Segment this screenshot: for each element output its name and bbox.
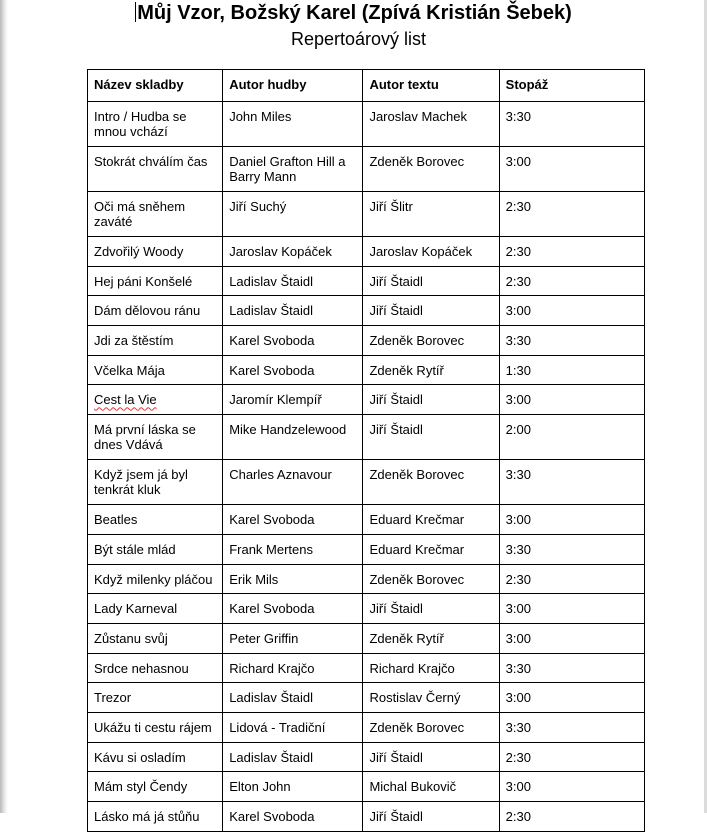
cell-lyrics-author: Zdeněk Borovec bbox=[363, 712, 499, 742]
cell-lyrics-author: Jiří Štaidl bbox=[363, 742, 499, 772]
page-left-edge-shadow bbox=[0, 0, 8, 813]
cell-duration: 3:30 bbox=[499, 460, 644, 505]
table-row bbox=[88, 742, 645, 772]
cell-duration: 2:30 bbox=[499, 237, 644, 267]
cell-song-name: Dám dělovou ránu bbox=[88, 296, 223, 326]
header-lyrics-author: Autor textu bbox=[363, 70, 499, 102]
cell-lyrics-author: Jiří Štaidl bbox=[363, 594, 499, 624]
cell-music-author: Karel Svoboda bbox=[223, 802, 363, 832]
table-row bbox=[88, 505, 645, 535]
cell-music-author: John Miles bbox=[223, 102, 363, 147]
table-row bbox=[88, 237, 645, 267]
cell-song-name: Intro / Hudba se mnou vchází bbox=[88, 102, 223, 147]
cell-duration: 3:00 bbox=[499, 385, 644, 415]
table-row bbox=[88, 326, 645, 356]
cell-music-author: Ladislav Štaidl bbox=[223, 266, 363, 296]
cell-music-author: Daniel Grafton Hill a Barry Mann bbox=[223, 147, 363, 192]
cell-music-author: Jaroslav Kopáček bbox=[223, 237, 363, 267]
cell-song-name: Zůstanu svůj bbox=[88, 623, 223, 653]
cell-duration: 3:00 bbox=[499, 772, 644, 802]
cell-lyrics-author: Zdeněk Borovec bbox=[363, 326, 499, 356]
cell-music-author: Karel Svoboda bbox=[223, 355, 363, 385]
cell-lyrics-author: Eduard Krečmar bbox=[363, 534, 499, 564]
header-duration: Stopáž bbox=[499, 70, 644, 102]
cell-song-name-text: Cest la Vie bbox=[94, 392, 157, 408]
document-title-text: Můj Vzor, Božský Karel (Zpívá Kristián Šebek) bbox=[137, 2, 572, 24]
cell-duration: 3:00 bbox=[499, 147, 644, 192]
cell-duration: 3:30 bbox=[499, 653, 644, 683]
cell-duration: 2:30 bbox=[499, 192, 644, 237]
document-title[interactable] bbox=[0, 2, 707, 24]
cell-song-name: Být stále mlád bbox=[88, 534, 223, 564]
cell-song-name: Jdi za štěstím bbox=[88, 326, 223, 356]
cell-music-author: Ladislav Štaidl bbox=[223, 683, 363, 713]
table-row bbox=[88, 623, 645, 653]
document-subtitle: Repertoárový list bbox=[290, 29, 427, 49]
table-row bbox=[88, 460, 645, 505]
cell-duration: 3:00 bbox=[499, 505, 644, 535]
table-header-row bbox=[88, 70, 645, 102]
cell-music-author: Peter Griffin bbox=[223, 623, 363, 653]
cell-duration: 3:30 bbox=[499, 102, 644, 147]
cell-song-name bbox=[88, 385, 223, 415]
cell-music-author: Erik Mils bbox=[223, 564, 363, 594]
table-row bbox=[88, 266, 645, 296]
cell-music-author: Jaromír Klempíř bbox=[223, 385, 363, 415]
cell-duration: 3:30 bbox=[499, 326, 644, 356]
cell-music-author: Charles Aznavour bbox=[223, 460, 363, 505]
cell-duration: 3:00 bbox=[499, 594, 644, 624]
cell-song-name: Ukážu ti cestu rájem bbox=[88, 712, 223, 742]
table-row bbox=[88, 415, 645, 460]
cell-lyrics-author: Zdeněk Borovec bbox=[363, 564, 499, 594]
cell-song-name: Mám styl Čendy bbox=[88, 772, 223, 802]
cell-music-author: Karel Svoboda bbox=[223, 326, 363, 356]
cell-lyrics-author: Zdeněk Borovec bbox=[363, 147, 499, 192]
cell-duration: 2:30 bbox=[499, 802, 644, 832]
table-row bbox=[88, 385, 645, 415]
cell-duration: 1:30 bbox=[499, 355, 644, 385]
table-row bbox=[88, 534, 645, 564]
cell-duration: 2:00 bbox=[499, 415, 644, 460]
cell-duration: 2:30 bbox=[499, 564, 644, 594]
cell-lyrics-author: Jaroslav Kopáček bbox=[363, 237, 499, 267]
cell-lyrics-author: Rostislav Černý bbox=[363, 683, 499, 713]
cell-lyrics-author: Jiří Štaidl bbox=[363, 266, 499, 296]
cell-duration: 2:30 bbox=[499, 266, 644, 296]
cell-song-name: Hej páni Konšelé bbox=[88, 266, 223, 296]
cell-duration: 3:00 bbox=[499, 683, 644, 713]
table-row bbox=[88, 296, 645, 326]
cell-song-name: Když milenky pláčou bbox=[88, 564, 223, 594]
cell-lyrics-author: Michal Bukovič bbox=[363, 772, 499, 802]
cell-song-name: Má první láska se dnes Vdává bbox=[88, 415, 223, 460]
cell-lyrics-author: Jaroslav Machek bbox=[363, 102, 499, 147]
table-row bbox=[88, 147, 645, 192]
cell-song-name: Když jsem já byl tenkrát kluk bbox=[88, 460, 223, 505]
cell-lyrics-author: Richard Krajčo bbox=[363, 653, 499, 683]
cell-duration: 3:00 bbox=[499, 623, 644, 653]
cell-lyrics-author: Zdeněk Borovec bbox=[363, 460, 499, 505]
table-row bbox=[88, 192, 645, 237]
cell-music-author: Ladislav Štaidl bbox=[223, 296, 363, 326]
cell-duration: 3:30 bbox=[499, 712, 644, 742]
cell-music-author: Elton John bbox=[223, 772, 363, 802]
cell-song-name: Stokrát chválím čas bbox=[88, 147, 223, 192]
cell-duration: 3:30 bbox=[499, 534, 644, 564]
table-row bbox=[88, 802, 645, 832]
cell-song-name: Trezor bbox=[88, 683, 223, 713]
cell-music-author: Lidová - Tradiční bbox=[223, 712, 363, 742]
table-row bbox=[88, 712, 645, 742]
cell-lyrics-author: Zdeněk Rytíř bbox=[363, 623, 499, 653]
cell-song-name: Kávu si osladím bbox=[88, 742, 223, 772]
cell-lyrics-author: Zdeněk Rytíř bbox=[363, 355, 499, 385]
cell-song-name: Oči má sněhem zaváté bbox=[88, 192, 223, 237]
cell-music-author: Jiří Suchý bbox=[223, 192, 363, 237]
cell-lyrics-author: Jiří Šlitr bbox=[363, 192, 499, 237]
cell-song-name: Lady Karneval bbox=[88, 594, 223, 624]
table-row bbox=[88, 564, 645, 594]
header-music-author: Autor hudby bbox=[223, 70, 363, 102]
cell-music-author: Ladislav Štaidl bbox=[223, 742, 363, 772]
cell-duration: 2:30 bbox=[499, 742, 644, 772]
cell-music-author: Frank Mertens bbox=[223, 534, 363, 564]
table-row bbox=[88, 102, 645, 147]
cell-lyrics-author: Jiří Štaidl bbox=[363, 385, 499, 415]
cell-lyrics-author: Jiří Štaidl bbox=[363, 296, 499, 326]
cell-lyrics-author: Jiří Štaidl bbox=[363, 415, 499, 460]
cell-music-author: Karel Svoboda bbox=[223, 594, 363, 624]
cell-music-author: Richard Krajčo bbox=[223, 653, 363, 683]
cell-song-name: Lásko má já stůňu bbox=[88, 802, 223, 832]
table-row bbox=[88, 772, 645, 802]
cell-lyrics-author: Jiří Štaidl bbox=[363, 802, 499, 832]
cell-song-name: Zdvořilý Woody bbox=[88, 237, 223, 267]
header-song-name: Název skladby bbox=[88, 70, 223, 102]
cell-song-name: Srdce nehasnou bbox=[88, 653, 223, 683]
cell-lyrics-author: Eduard Krečmar bbox=[363, 505, 499, 535]
table-row bbox=[88, 653, 645, 683]
cell-song-name: Včelka Mája bbox=[88, 355, 223, 385]
table-row bbox=[88, 594, 645, 624]
table-row bbox=[88, 683, 645, 713]
table-row bbox=[88, 355, 645, 385]
cell-duration: 3:00 bbox=[499, 296, 644, 326]
cell-song-name: Beatles bbox=[88, 505, 223, 535]
repertoire-table bbox=[87, 69, 645, 832]
cell-music-author: Karel Svoboda bbox=[223, 505, 363, 535]
cell-music-author: Mike Handzelewood bbox=[223, 415, 363, 460]
